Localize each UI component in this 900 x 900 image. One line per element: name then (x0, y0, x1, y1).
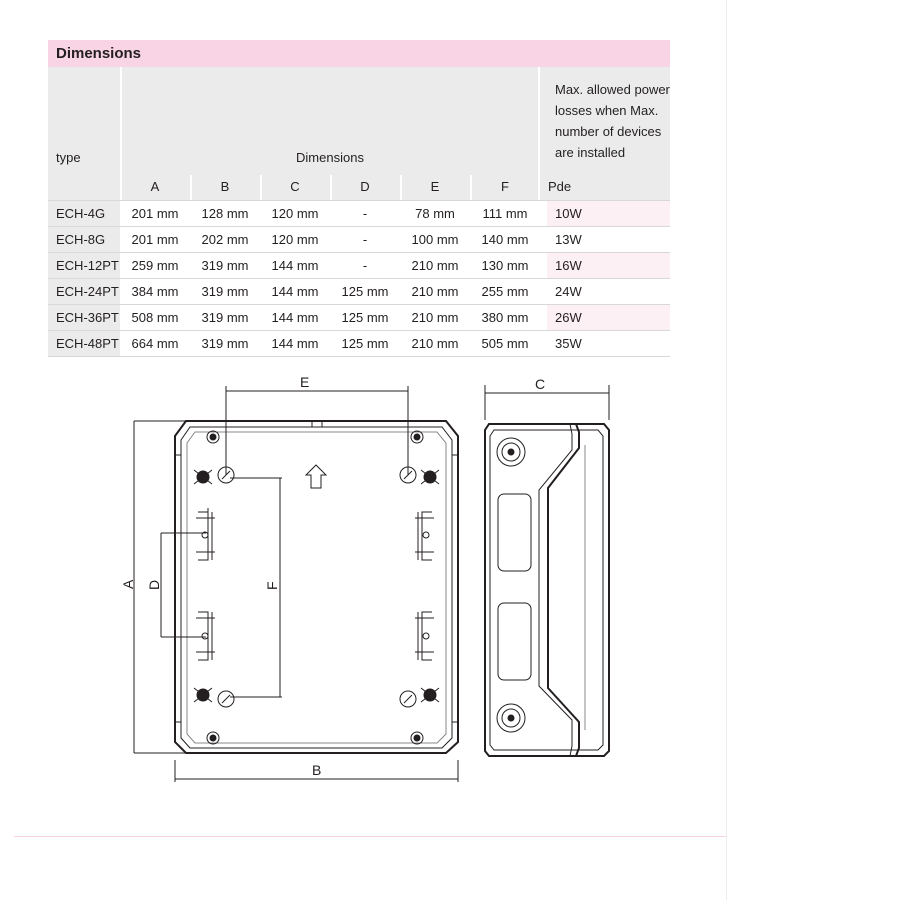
type-cell: ECH-8G (48, 227, 120, 252)
pde-cell: 35W (547, 331, 670, 356)
dimension-cell-f: 380 mm (481, 310, 529, 325)
dimension-label-b: B (312, 762, 322, 778)
header-type: type (56, 150, 81, 165)
dimension-label-c: C (535, 376, 546, 392)
dimension-cell-c: 144 mm (271, 284, 319, 299)
dimension-cell-a: 664 mm (131, 336, 179, 351)
dimension-cell-c: 144 mm (271, 258, 319, 273)
mount-screw (400, 691, 416, 707)
dimension-cell-e: 210 mm (411, 284, 459, 299)
dimension-cell-a: 508 mm (131, 310, 179, 325)
hinge-knob (421, 688, 439, 702)
side-knob (497, 704, 525, 732)
din-rail-bracket (415, 612, 434, 660)
pde-cell: 13W (547, 227, 670, 252)
type-cell: ECH-36PT (48, 305, 120, 330)
dimension-label-e: E (300, 374, 310, 390)
dimension-cell-d: 125 mm (341, 310, 389, 325)
dimension-cell-b: 202 mm (201, 232, 249, 247)
mount-screw (218, 691, 234, 707)
pde-cell: 26W (547, 305, 670, 330)
dimension-cell-f: 130 mm (481, 258, 529, 273)
up-arrow-icon (306, 465, 326, 488)
hinge-knob (421, 470, 439, 484)
dimension-cell-a: 201 mm (131, 206, 179, 221)
dimension-cell-e: 210 mm (411, 336, 459, 351)
dimension-cell-a: 384 mm (131, 284, 179, 299)
dimension-cell-a: 201 mm (131, 232, 179, 247)
column-header-a: A (150, 179, 160, 194)
din-rail-bracket (196, 612, 215, 660)
hinge-knob (194, 470, 212, 484)
dimension-cell-f: 111 mm (482, 206, 528, 221)
dimension-lines (134, 385, 609, 782)
dimension-cell-c: 120 mm (271, 206, 319, 221)
dimension-label-d: D (146, 579, 162, 590)
section-title: Dimensions (48, 40, 670, 67)
screw (411, 431, 423, 443)
dimension-cell-d: - (362, 258, 368, 273)
header-dimensions: Dimensions (296, 150, 364, 165)
enclosure-side-view (485, 424, 609, 756)
dimension-cell-e: 78 mm (415, 206, 455, 221)
column-header-pde: Pde (548, 179, 572, 194)
dimension-cell-e: 210 mm (411, 310, 459, 325)
type-cell: ECH-12PT (48, 253, 120, 278)
side-knob (497, 438, 525, 466)
type-cell: ECH-24PT (48, 279, 120, 304)
column-header-f: F (501, 179, 509, 194)
screw (207, 732, 219, 744)
column-header-e: E (430, 179, 440, 194)
dimension-cell-a: 259 mm (131, 258, 179, 273)
dimension-label-f: F (264, 581, 280, 590)
enclosure-front-view (175, 421, 458, 753)
dimension-cell-b: 319 mm (201, 336, 249, 351)
din-rail-bracket (415, 512, 434, 560)
dimension-cell-c: 144 mm (271, 336, 319, 351)
dimension-cell-b: 319 mm (201, 258, 249, 273)
dimension-label-a: A (120, 579, 136, 589)
pde-cell: 16W (547, 253, 670, 278)
column-header-b: B (220, 179, 230, 194)
screw (411, 732, 423, 744)
type-cell: ECH-48PT (48, 331, 120, 356)
type-cell: ECH-4G (48, 201, 120, 226)
dimension-cell-d: - (362, 232, 368, 247)
dimension-cell-f: 505 mm (481, 336, 529, 351)
din-rail-bracket (196, 508, 215, 560)
dimension-cell-d: 125 mm (341, 336, 389, 351)
hinge-knob (194, 688, 212, 702)
dimension-cell-b: 319 mm (201, 284, 249, 299)
dimension-cell-b: 319 mm (201, 310, 249, 325)
column-header-c: C (290, 179, 300, 194)
screw (207, 431, 219, 443)
dimension-cell-f: 140 mm (481, 232, 529, 247)
pde-cell: 24W (547, 279, 670, 304)
column-header-d: D (360, 179, 370, 194)
dimension-cell-e: 100 mm (411, 232, 459, 247)
dimension-cell-f: 255 mm (481, 284, 529, 299)
pde-cell: 10W (547, 201, 670, 226)
dimension-cell-e: 210 mm (411, 258, 459, 273)
dimension-cell-d: 125 mm (341, 284, 389, 299)
dimension-cell-c: 144 mm (271, 310, 319, 325)
dimension-cell-c: 120 mm (271, 232, 319, 247)
dimension-cell-b: 128 mm (201, 206, 249, 221)
header-power-loss: Max. allowed power losses when Max. number of devices are installed (555, 82, 670, 160)
dimension-cell-d: - (362, 206, 368, 221)
